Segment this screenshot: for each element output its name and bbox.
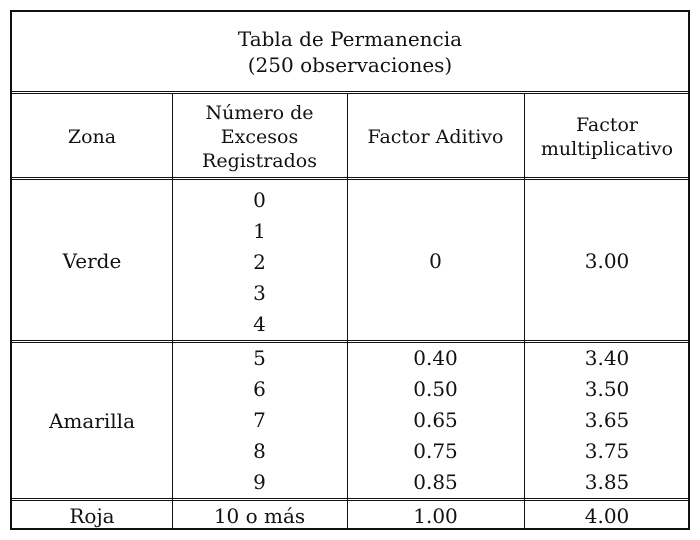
verde-exceso-3: 3 <box>253 281 266 305</box>
amarilla-aditivo-list <box>347 345 524 495</box>
header-factor-multiplicativo <box>524 94 690 180</box>
zona-roja <box>12 501 172 530</box>
amarilla-aditivo-4: 0.85 <box>413 470 458 494</box>
amarilla-multiplicativo-2: 3.65 <box>584 408 630 432</box>
amarilla-aditivo-2: 0.65 <box>413 408 458 432</box>
roja-excesos-value: 10 o más <box>213 503 306 528</box>
header-zona-label: Zona <box>67 126 117 148</box>
zona-amarilla-label: Amarilla <box>48 408 135 433</box>
header-factor-aditivo <box>347 94 524 180</box>
roja-aditivo-value: 1.00 <box>413 503 458 528</box>
roja-excesos <box>172 501 347 530</box>
table-title-line1: Tabla de Permanencia <box>237 26 463 51</box>
amarilla-aditivo-0: 0.40 <box>413 346 458 370</box>
roja-multiplicativo-value: 4.00 <box>584 503 630 528</box>
amarilla-exceso-9: 9 <box>253 470 266 494</box>
amarilla-exceso-7: 7 <box>253 408 266 432</box>
amarilla-excesos-list <box>172 345 347 495</box>
verde-aditivo <box>347 180 524 341</box>
verde-multiplicativo <box>524 180 690 341</box>
amarilla-multiplicativo-3: 3.75 <box>584 439 630 463</box>
verde-multiplicativo-value: 3.00 <box>584 248 630 273</box>
header-mult-line2: multiplicativo <box>540 138 674 160</box>
header-aditivo-label: Factor Aditivo <box>367 126 504 148</box>
amarilla-exceso-5: 5 <box>253 346 266 370</box>
zona-roja-label: Roja <box>69 503 115 528</box>
amarilla-multiplicativo-4: 3.85 <box>584 470 630 494</box>
zona-verde <box>12 180 172 341</box>
header-numero-excesos <box>172 94 347 180</box>
verde-exceso-0: 0 <box>253 188 266 212</box>
amarilla-multiplicativo-1: 3.50 <box>584 377 630 401</box>
zona-amarilla <box>12 343 172 498</box>
zona-verde-label: Verde <box>62 248 122 273</box>
verde-aditivo-value: 0 <box>429 248 442 273</box>
verde-exceso-1: 1 <box>253 219 266 243</box>
header-mult-line1: Factor <box>575 114 639 136</box>
verde-excesos-list <box>172 187 347 337</box>
roja-multiplicativo <box>524 501 690 530</box>
verde-exceso-2: 2 <box>253 250 266 274</box>
header-numero-line1: Número de <box>205 102 314 124</box>
amarilla-multiplicativo-list <box>524 345 690 495</box>
table-title-line2: (250 observaciones) <box>247 52 453 77</box>
amarilla-aditivo-3: 0.75 <box>413 439 458 463</box>
table-title <box>12 12 688 94</box>
amarilla-multiplicativo-0: 3.40 <box>584 346 630 370</box>
verde-exceso-4: 4 <box>253 312 266 336</box>
permanence-table <box>10 10 690 530</box>
header-zona <box>12 94 172 180</box>
header-numero-line2: Excesos <box>220 126 299 148</box>
amarilla-exceso-8: 8 <box>253 439 266 463</box>
amarilla-aditivo-1: 0.50 <box>413 377 458 401</box>
amarilla-exceso-6: 6 <box>253 377 266 401</box>
header-numero-line3: Registrados <box>202 150 317 172</box>
roja-aditivo <box>347 501 524 530</box>
